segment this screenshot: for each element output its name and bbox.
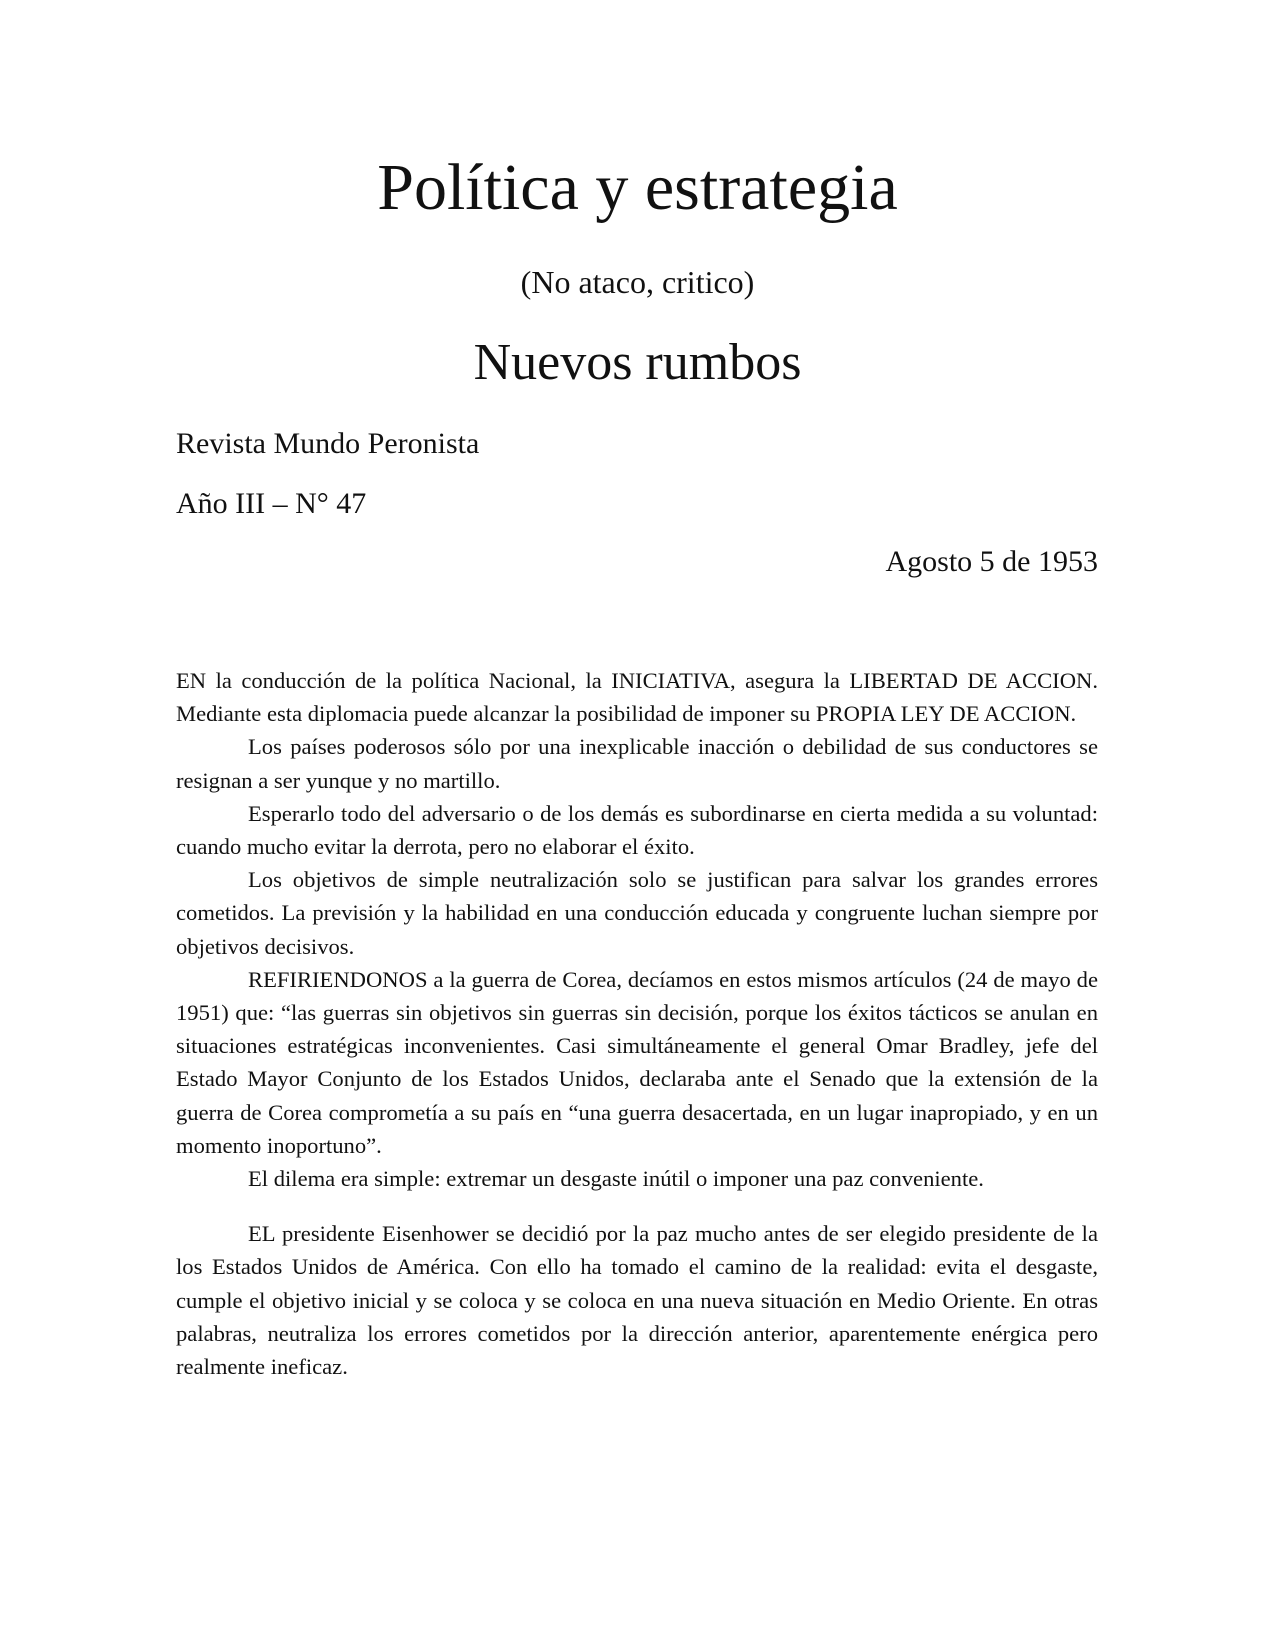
paragraph: Esperarlo todo del adversario o de los demás es subordinarse en cierta medida a su voluntad: cuando mucho evitar la derrota, pero no elaborar el éxito. [176, 800, 1098, 860]
paragraph: EL presidente Eisenhower se decidió por la paz mucho antes de ser elegido presidente de la los Estados Unidos de América. Con ello ha tomado el camino de la realidad: evita el desgaste, cumple el objetivo inicial y se coloca y se coloca en una nueva situación en Medio Oriente. En otras palabras, neutraliza los errores cometidos por la dirección anterior, aparentemente enérgica pero realmente ineficaz. [176, 1221, 1098, 1380]
paragraph: El dilema era simple: extremar un desgaste inútil o imponer una paz conveniente. [248, 1166, 984, 1192]
publication-name: Revista Mundo Peronista [176, 427, 480, 460]
publication-issue: Año III – N° 47 [176, 487, 367, 520]
document-subtitle: (No ataco, critico) [520, 264, 755, 300]
article-body [176, 664, 1098, 1383]
paragraph: REFIRIENDONOS a la guerra de Corea, decíamos en estos mismos artículos (24 de mayo de 1951) que: “las guerras sin objetivos sin guerras sin decisión, porque los éxitos tácticos se anulan en situaciones estratégicas inconvenientes. Casi simultáneamente el general Omar Bradley, jefe del Estado Mayor Conjunto de los Estados Unidos, declaraba ante el Senado que la extensión de la guerra de Corea comprometía a su país en “una guerra desacertada, en un lugar inapropiado, y en un momento inoportuno”. [176, 966, 1098, 1158]
publication-date: Agosto 5 de 1953 [885, 545, 1098, 578]
paragraph: Los países poderosos sólo por una inexplicable inacción o debilidad de sus conductores se resignan a ser yunque y no martillo. [176, 734, 1098, 793]
section-title: Nuevos rumbos [473, 334, 802, 391]
paragraph: EN la conducción de la política Nacional, la INICIATIVA, asegura la LIBERTAD DE ACCION. Mediante esta diplomacia puede alcanzar la posibilidad de imponer su PROPIA LEY DE ACCION. [176, 668, 1098, 727]
paragraph: Los objetivos de simple neutralización solo se justifican para salvar los grandes errores cometidos. La previsión y la habilidad en una conducción educada y congruente luchan siempre por objetivos decisivos. [176, 867, 1098, 959]
document-title: Política y estrategia [377, 151, 898, 224]
